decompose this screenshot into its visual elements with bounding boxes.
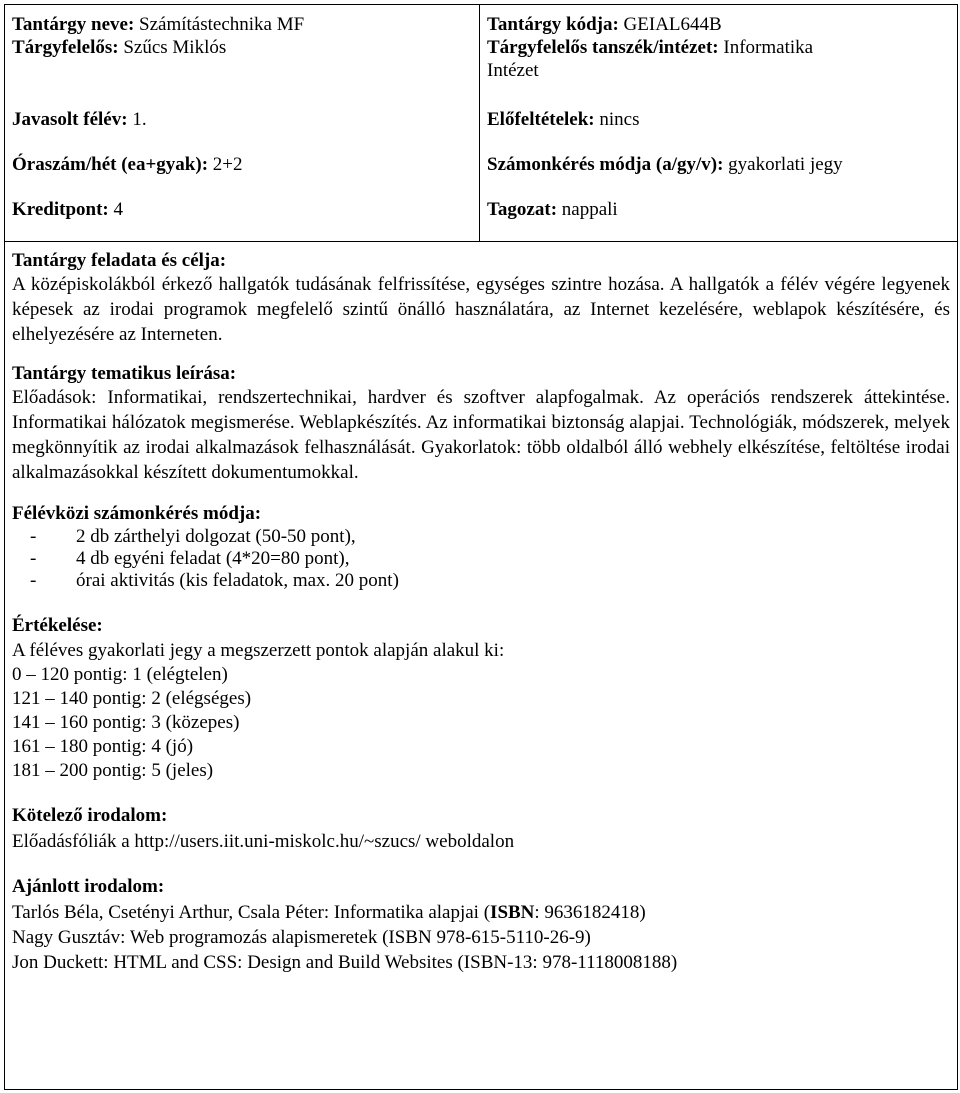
recommended-book-3: Jon Duckett: HTML and CSS: Design and Build Websites (ISBN-13: 978-1118008188)	[12, 952, 678, 973]
department-label: Tárgyfelelős tanszék/intézet:	[487, 37, 719, 58]
hours: 2+2	[212, 154, 243, 175]
subject-name: Számítástechnika MF	[139, 14, 305, 35]
assessment-item-text: órai aktivitás (kis feladatok, max. 20 pont)	[76, 570, 399, 591]
goal-text: A középiskolákból érkező hallgatók tudásának felfrissítése, egységes szintre hozása. A hallgatók a félév végére legyenek képesek az irodai programok megfelelő szintű önálló használatára, az Internet kezelésére, weblapok készítésére, és elhelyezésére az Interneten.	[12, 274, 950, 345]
list-dash: -	[30, 548, 37, 569]
list-dash: -	[30, 570, 37, 591]
grading-line: 181 – 200 pontig: 5 (jeles)	[12, 760, 214, 781]
course-details	[5, 242, 957, 975]
grading-line: 141 – 160 pontig: 3 (közepes)	[12, 712, 240, 733]
subject-name-label: Tantárgy neve:	[12, 14, 135, 35]
grading-intro: A féléves gyakorlati jegy a megszerzett pontok alapján alakul ki:	[12, 640, 505, 661]
topics-title: Tantárgy tematikus leírása:	[12, 363, 237, 384]
recommended-literature-section	[12, 874, 950, 975]
credit-row	[12, 198, 479, 221]
grading-section	[12, 612, 950, 783]
semester: 1.	[132, 109, 147, 130]
credit-label: Kreditpont:	[12, 199, 109, 220]
code: GEIAL644B	[623, 14, 722, 35]
assessment-item	[12, 526, 950, 548]
required-literature-title: Kötelező irodalom:	[12, 805, 168, 826]
mode: nappali	[561, 199, 618, 220]
subject-name-row	[12, 13, 479, 36]
semester-label: Javasolt félév:	[12, 109, 128, 130]
code-label: Tantárgy kódja:	[487, 14, 619, 35]
course-info-left	[5, 5, 480, 241]
course-info-right	[480, 5, 957, 241]
assessment-title: Félévközi számonkérés módja:	[12, 503, 262, 524]
department-line2: Intézet	[487, 60, 539, 81]
department-row	[487, 36, 957, 59]
goal-section	[12, 250, 950, 347]
prereq-row	[487, 108, 957, 131]
required-literature-text: Előadásfóliák a http://users.iit.uni-miskolc.hu/~szucs/ weboldalon	[12, 831, 515, 852]
credit: 4	[113, 199, 124, 220]
grading-line: 121 – 140 pontig: 2 (elégséges)	[12, 688, 252, 709]
recommended-book-1	[12, 900, 950, 925]
department-line1: Informatika	[723, 37, 814, 58]
required-literature-section	[12, 803, 950, 854]
responsible-label: Tárgyfelelős:	[12, 37, 119, 58]
exam-label: Számonkérés módja (a/gy/v):	[487, 154, 724, 175]
hours-label: Óraszám/hét (ea+gyak):	[12, 154, 209, 175]
assessment-item	[12, 570, 950, 592]
mode-label: Tagozat:	[487, 199, 558, 220]
exam-row	[487, 153, 957, 176]
book1-text: Tarlós Béla, Csetényi Arthur, Csala Péter: Informatika alapjai (	[12, 902, 491, 923]
responsible: Szűcs Miklós	[123, 37, 227, 58]
recommended-book-2: Nagy Gusztáv: Web programozás alapismeretek (ISBN 978-615-5110-26-9)	[12, 927, 591, 948]
hours-row	[12, 153, 479, 176]
goal-title: Tantárgy feladata és célja:	[12, 250, 227, 271]
book1-isbn: : 9636182418)	[534, 902, 646, 923]
grading-title: Értékelése:	[12, 615, 103, 636]
course-sheet	[4, 4, 958, 1090]
semester-row	[12, 108, 479, 131]
list-dash: -	[30, 526, 37, 547]
exam: gyakorlati jegy	[728, 154, 843, 175]
assessment-section	[12, 501, 950, 592]
assessment-item-text: 4 db egyéni feladat (4*20=80 pont),	[76, 548, 350, 569]
assessment-item-text: 2 db zárthelyi dolgozat (50-50 pont),	[76, 526, 356, 547]
grading-line: 0 – 120 pontig: 1 (elégtelen)	[12, 664, 228, 685]
prereq: nincs	[599, 109, 640, 130]
topics-section	[12, 363, 950, 485]
grading-line: 161 – 180 pontig: 4 (jó)	[12, 736, 194, 757]
book1-isbn-label: ISBN	[490, 902, 535, 923]
mode-row	[487, 198, 957, 221]
code-row	[487, 13, 957, 36]
course-info-grid	[5, 5, 957, 242]
prereq-label: Előfeltételek:	[487, 109, 595, 130]
topics-text: Előadások: Informatikai, rendszertechnikai, hardver és szoftver alapfogalmak. Az operációs rendszerek áttekintése. Informatikai hálózatok megismerése. Weblapkészítés. Az informatikai biztonság alapjai. Technológiák, módszerek, melyek megkönnyítik az irodai alkalmazások felhasználását. Gyakorlatok: több oldalból álló webhely elkészítése, feltöltése irodai alkalmazásokkal készített dokumentumokkal.	[12, 387, 950, 483]
recommended-literature-title: Ajánlott irodalom:	[12, 876, 165, 897]
responsible-row	[12, 36, 479, 59]
assessment-item	[12, 548, 950, 570]
